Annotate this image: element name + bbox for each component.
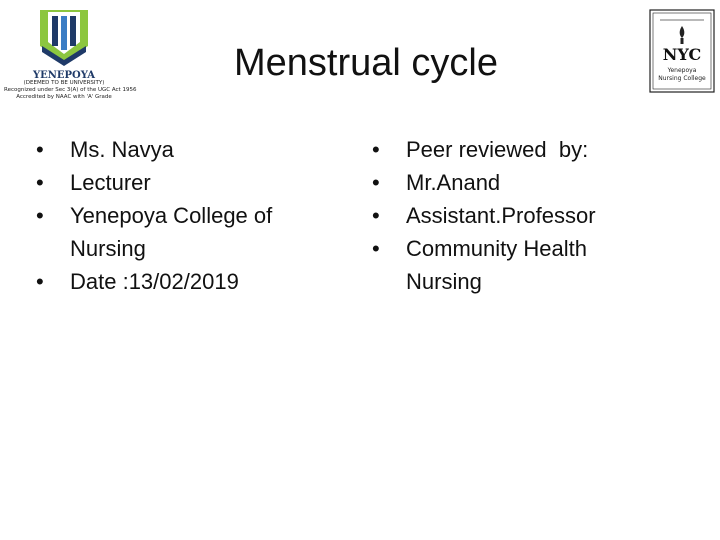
reviewer-info-list: [372, 133, 662, 298]
svg-text:NYC: NYC: [662, 45, 702, 64]
presenter-info-list: [36, 133, 326, 298]
list-item: [36, 133, 326, 166]
svg-text:Nursing College: Nursing College: [658, 75, 706, 82]
logo-left-line-1: (DEEMED TO BE UNIVERSITY): [23, 80, 105, 86]
list-item: [372, 199, 662, 232]
bullet-icon: •: [36, 170, 44, 195]
list-item: [36, 199, 326, 265]
list-item: [36, 265, 326, 298]
bullet-icon: •: [372, 137, 380, 162]
bullet-icon: •: [36, 137, 44, 162]
list-item: [372, 166, 662, 199]
reviewer-department: Community Health Nursing: [406, 236, 587, 294]
slide-title: Menstrual cycle: [234, 42, 498, 84]
bullet-icon: •: [372, 236, 380, 261]
bullet-icon: •: [36, 203, 44, 228]
presenter-role: Lecturer: [70, 170, 151, 195]
reviewer-role: Assistant.Professor: [406, 203, 596, 228]
logo-left-line-3: Accredited by NAAC with 'A' Grade: [16, 94, 112, 100]
list-item: [372, 232, 662, 298]
presenter-institution: Yenepoya College of Nursing: [70, 203, 273, 261]
bullet-icon: •: [36, 269, 44, 294]
bullet-icon: •: [372, 203, 380, 228]
logo-left-line-2: Recognized under Sec 3(A) of the UGC Act 1956: [4, 87, 137, 93]
svg-text:Yenepoya: Yenepoya: [667, 67, 697, 74]
presentation-date: Date :13/02/2019: [70, 269, 239, 294]
list-item: [372, 133, 662, 166]
svg-text:YENEPOYA: YENEPOYA: [32, 70, 96, 81]
presenter-name: Ms. Navya: [70, 137, 174, 162]
list-item: [36, 166, 326, 199]
bullet-icon: •: [372, 170, 380, 195]
peer-reviewed-label: Peer reviewed by:: [406, 137, 589, 162]
reviewer-name: Mr.Anand: [406, 170, 501, 195]
